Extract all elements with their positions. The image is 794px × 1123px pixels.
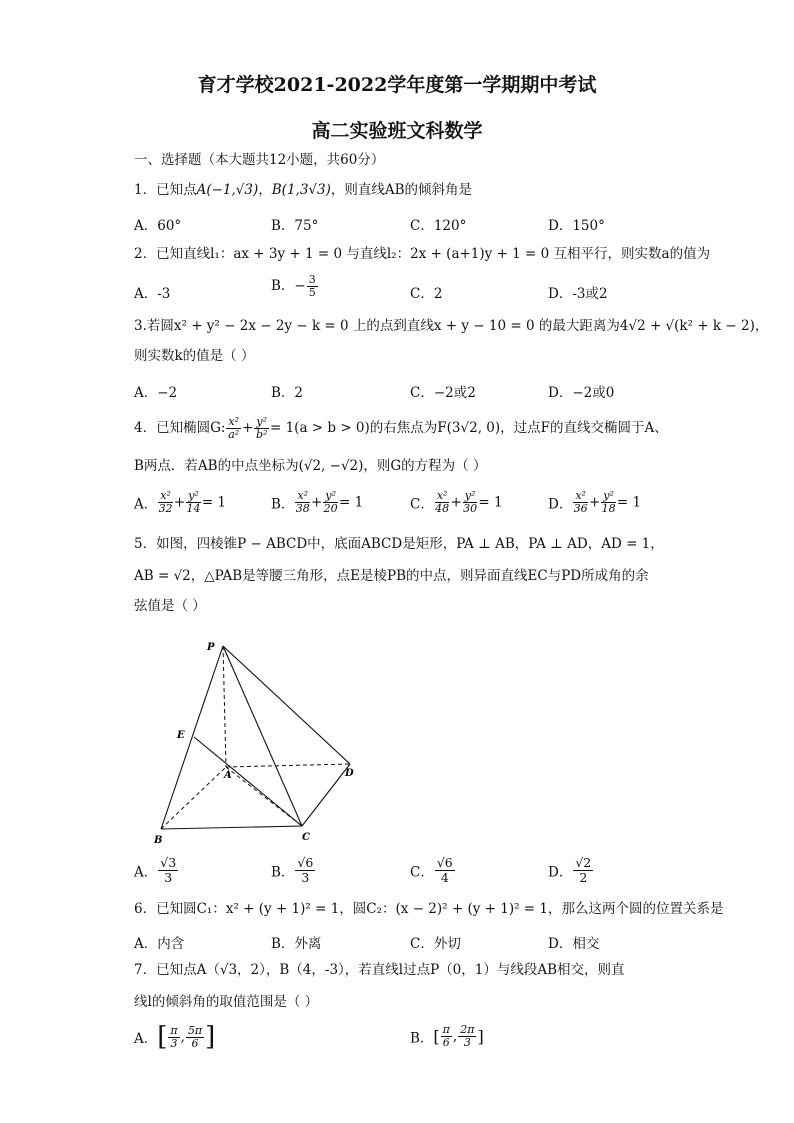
q4-opt-plus: + [588, 494, 601, 511]
q4-stem-start: 4．已知椭圆G: [134, 420, 226, 436]
edge-CD [302, 764, 350, 826]
q5-opt-fraction [295, 856, 315, 885]
q4-opt-y-frac [186, 490, 201, 515]
label-E: E [177, 730, 185, 741]
q4-plus: + [242, 420, 254, 436]
q5-option-a [134, 856, 179, 885]
q7-a-label: A． [134, 1031, 158, 1047]
q5-opt-label: B． [271, 864, 295, 881]
q7-b-n2: 2π [460, 1023, 475, 1036]
q7-a-n1: π [170, 1023, 178, 1037]
q4-opt-x-frac [435, 490, 450, 515]
q4-opt-plus: + [173, 494, 186, 511]
q2-option-b [271, 274, 319, 299]
q1-option-b: B．75° [271, 218, 319, 234]
q4-opt-y-frac [323, 490, 338, 515]
q4-opt-plus: + [450, 494, 462, 511]
q6-option-b: B．外离 [271, 936, 322, 952]
q4-opt-y2: y² [464, 489, 476, 502]
q7-option-b [410, 1024, 484, 1049]
segment-EC [194, 737, 302, 826]
q1-point-b: B(1,3√3) [271, 182, 331, 198]
question-4-stem-2: B两点．若AB的中点坐标为(√2, −√2)，则G的方程为（ ） [134, 458, 487, 474]
question-7-line-1: 7．已知点A（√3，2），B（4，-3），若直线l过点P（0，1）与线段AB相交，则直 [134, 962, 625, 978]
q5-opt-num: √6 [297, 855, 314, 870]
edge-BA-hidden [161, 767, 226, 829]
question-3-stem: 3.若圆x² + y² − 2x − 2y − k = 0 上的点到直线x + y − 10 = 0 的最大距离为4√2 + √(k² + k − 2)， [134, 318, 769, 334]
exam-title: 育才学校2021-2022学年度第一学期期中考试 [197, 74, 597, 96]
q4-opt-x-frac [295, 490, 310, 515]
q4-opt-eq: = 1 [201, 494, 227, 511]
q7-b-d1: 6 [442, 1036, 450, 1049]
q4-opt-a-val: 32 [158, 502, 173, 515]
q4-opt-x2: x² [160, 489, 171, 502]
q4-opt-b-val: 14 [186, 502, 201, 515]
q4-opt-eq: = 1 [338, 494, 364, 511]
q4-y-fraction [254, 416, 269, 441]
edge-PB [161, 646, 223, 829]
q5-opt-den: 2 [579, 870, 588, 885]
edge-BC [161, 826, 302, 829]
question-5-line-1: 5．如图，四棱锥P − ABCD中，底面ABCD是矩形，PA ⊥ AB，PA ⊥ AD，AD = 1， [134, 536, 664, 552]
section-heading: 一、选择题（本大题共12小题，共60分） [134, 152, 385, 168]
q4-opt-y-frac [463, 490, 478, 515]
q2-option-d: D．-3或2 [548, 286, 608, 302]
q5-opt-label: A． [134, 864, 158, 881]
q1-point-a: A(−1,√3) [196, 182, 259, 198]
q4-opt-label: C． [410, 496, 434, 513]
q5-opt-fraction [158, 856, 178, 885]
q7-b-frac-2 [458, 1024, 476, 1049]
q4-option-c [410, 490, 503, 515]
q4-opt-label: A． [134, 496, 158, 513]
question-2-stem: 2．已知直线l₁：ax + 3y + 1 = 0 与直线l₂：2x + (a+1)y + 1 = 0 互相平行，则实数a的值为 [134, 246, 711, 262]
q7-a-d1: 3 [170, 1036, 178, 1050]
pyramid-figure [140, 630, 380, 850]
q5-option-c [410, 856, 456, 885]
question-5-line-3: 弦值是（ ） [134, 598, 206, 614]
q4-opt-eq: = 1 [616, 494, 642, 511]
q7-a-bracket-close: ] [205, 1022, 216, 1052]
q5-opt-den: 3 [301, 870, 310, 885]
edge-AD-hidden [226, 764, 350, 767]
q4-opt-eq: = 1 [478, 494, 503, 511]
q7-b-n1: π [442, 1023, 450, 1036]
q7-b-bracket-close: ] [477, 1027, 484, 1046]
edge-PA-hidden [223, 646, 226, 767]
q7-b-frac-1 [441, 1024, 452, 1049]
q5-opt-fraction [435, 856, 455, 885]
q4-opt-y-frac [601, 490, 616, 515]
q5-opt-num: √3 [160, 855, 177, 870]
q4-opt-plus: + [311, 494, 323, 511]
q6-option-d: D．相交 [548, 936, 600, 952]
q2-b-fraction [307, 274, 318, 299]
q2-b-den: 5 [308, 286, 316, 299]
q1-separator: ， [258, 182, 272, 198]
q4-opt-x2: x² [297, 489, 309, 502]
q4-option-b [271, 490, 363, 515]
q4-x-fraction [226, 416, 241, 441]
q7-a-bracket-open: [ [157, 1022, 168, 1052]
q7-a-d2: 6 [191, 1036, 199, 1050]
q2-option-c: C．2 [410, 286, 443, 302]
q4-opt-x-frac [573, 490, 588, 515]
question-1-stem [134, 182, 472, 198]
label-A: A [224, 770, 232, 781]
q3-option-d: D．−2或0 [548, 385, 615, 401]
q4-a2: a² [228, 428, 240, 441]
q5-option-b [271, 856, 316, 885]
question-5-line-2: AB = √2，△PAB是等腰三角形，点E是棱PB的中点，则异面直线EC与PD所成角的余 [134, 568, 649, 584]
q5-opt-num: √2 [575, 855, 592, 870]
q4-option-a [134, 490, 226, 515]
edge-PC [223, 646, 302, 826]
q4-opt-x-frac [158, 490, 173, 515]
q4-opt-y2: y² [325, 489, 336, 502]
q5-opt-fraction [573, 856, 593, 885]
q4-b2: b² [255, 428, 268, 441]
q2-b-num: 3 [308, 273, 316, 286]
edge-PD [223, 646, 350, 764]
q4-opt-a-val: 36 [573, 502, 588, 515]
label-P: P [207, 642, 215, 653]
q7-b-label: B． [410, 1030, 434, 1047]
question-3-stem-2: 则实数k的值是（ ） [134, 348, 255, 364]
label-D: D [345, 768, 354, 779]
q5-opt-den: 4 [440, 870, 449, 885]
q4-opt-label: D． [548, 496, 573, 513]
q5-opt-den: 3 [164, 870, 173, 885]
q7-a-comma: , [180, 1029, 185, 1045]
q7-a-n2: 5π [187, 1023, 203, 1037]
q4-opt-y2: y² [188, 489, 199, 502]
q7-b-bracket-open: [ [433, 1027, 440, 1046]
exam-subtitle: 高二实验班文科数学 [311, 120, 483, 142]
q5-opt-label: D． [548, 864, 573, 881]
q7-a-frac-2 [186, 1025, 204, 1050]
q4-opt-label: B． [271, 496, 295, 513]
q3-option-a: A．−2 [134, 385, 178, 401]
q4-x2: x² [228, 415, 240, 428]
q2-option-a: A．-3 [134, 286, 171, 302]
label-C: C [302, 832, 310, 843]
q4-y2: y² [256, 415, 267, 428]
question-6-stem: 6．已知圆C₁：x² + (y + 1)² = 1，圆C₂：(x − 2)² + (y + 1)² = 1，那么这两个圆的位置关系是 [134, 901, 724, 917]
q6-option-c: C．外切 [410, 936, 461, 952]
question-4-stem [134, 416, 668, 441]
q7-b-d2: 3 [463, 1036, 471, 1049]
q4-opt-b-val: 20 [323, 502, 338, 515]
q4-stem-end: = 1(a > b > 0)的右焦点为F(3√2, 0)，过点F的直线交椭圆于A、 [269, 420, 668, 436]
q7-a-frac-1 [168, 1025, 179, 1050]
q5-option-d [548, 856, 594, 885]
q1-option-d: D．150° [548, 218, 605, 234]
q4-option-d [548, 490, 641, 515]
q6-option-a: A．内含 [134, 936, 185, 952]
q7-b-comma: , [452, 1028, 458, 1045]
q5-opt-label: C． [410, 864, 434, 881]
q4-opt-b-val: 18 [601, 502, 616, 515]
q1-option-a: A．60° [134, 218, 182, 234]
q5-opt-num: √6 [436, 855, 453, 870]
q4-opt-b-val: 30 [463, 502, 478, 515]
q4-opt-y2: y² [603, 489, 614, 502]
q1-stem-end: ，则直线AB的倾斜角是 [330, 182, 473, 198]
q3-option-c: C．−2或2 [410, 385, 476, 401]
question-7-line-2: 线l的倾斜角的取值范围是（ ） [134, 994, 319, 1010]
label-B: B [154, 835, 163, 846]
q4-opt-x2: x² [436, 489, 448, 502]
q7-option-a [134, 1022, 215, 1052]
q1-stem-start: 1．已知点 [134, 182, 197, 198]
q4-opt-x2: x² [575, 489, 586, 502]
q4-opt-a-val: 48 [435, 502, 450, 515]
q2-b-label: B．− [271, 278, 306, 294]
q4-opt-a-val: 38 [295, 502, 310, 515]
q3-option-b: B．2 [271, 385, 304, 401]
q1-option-c: C．120° [410, 218, 467, 234]
